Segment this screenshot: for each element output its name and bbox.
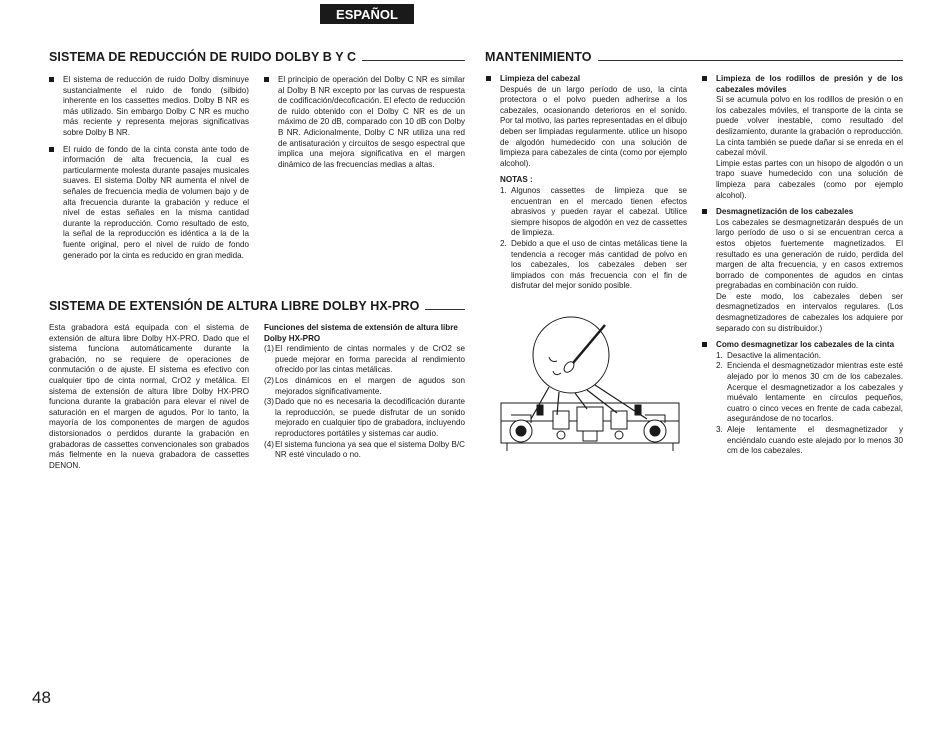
head-cleaning-text: Después de un largo período de uso, la cinta protectora o el polvo pueden adherirse a los cabezales, ocasionando deterioros en el sonido. Por tal motivo, las partes representadas en el dibujo deben ser limpiadas regularmente. utilice un hisopo de algodón humedecido con una solución de limpieza para cabezales de cinta (como por ejemplo alcohol). bbox=[500, 84, 687, 168]
maintenance-section-title bbox=[485, 50, 903, 64]
list-item: 3. Aleje lentamente el desmagnetizador y enciéndalo cuando este alejado por lo menos 30 cm de los cabezales. bbox=[716, 425, 903, 456]
dolby-col-right bbox=[264, 75, 465, 170]
list-item: 1. Algunos cassettes de limpieza que se encuentran en el mercado tienen efectos abrasivos y pueden rayar el cabezal. Utilice siempre hisopos de algodón en vez de cassettes de limpieza. bbox=[500, 185, 687, 238]
dolby-paragraph-1: El sistema de reducción de ruido Dolby disminuye sustancialmente el ruido de fondo (silbido) inherente en los cassettes medios. Dolby B NR es más utilizado. Sin embargo Dolby C NR es mucho más reciente y representa mejoras significativas sobre Dolby B NR. bbox=[49, 75, 249, 139]
list-item: 2. Debido a que el uso de cintas metálicas tiene la tendencia a recoger más cantidad de polvo en los cabezales, los cabezales deben ser limpiados con más frecuencia con el fin de disfrutar del mejor sonido posible. bbox=[500, 238, 687, 291]
demag-text-2: De este modo, los cabezales deben ser desmagnetizados en intervalos regulares. (Los desmagnetizadores de cabezales los adquiere por separado con su distribuidor.) bbox=[716, 291, 903, 333]
hxpro-functions-title: Funciones del sistema de extensión de altura libre Dolby HX-PRO bbox=[264, 323, 458, 343]
list-item: (3) Dado que no es necesaria la decodificación durante la reproducción, se puede disfrutar de un sonido mejorado en cualquier tipo de grabadora, incluyendo reproductores portátiles y sistemas car audio. bbox=[264, 397, 465, 438]
square-bullet-icon bbox=[702, 76, 707, 81]
list-item: (2) Los dinámicos en el margen de agudos son mejorados significativamente. bbox=[264, 375, 465, 396]
hxpro-title-text: SISTEMA DE EXTENSIÓN DE ALTURA LIBRE DOLBY HX-PRO bbox=[49, 299, 420, 313]
demag-text-1: Los cabezales se desmagnetizarán después de un largo período de uso o si se encuentran cerca a estos objetos fuertemente magnetizados. El resultado es una generación de ruido, perdida del margen de alta frecuencia, y en casos extremos borrado de componentes de agudos en cintas pregrabadas en combinación con ruido. bbox=[716, 217, 903, 291]
dolby-title-text: SISTEMA DE REDUCCIÓN DE RUIDO DOLBY B Y C bbox=[49, 50, 357, 64]
square-bullet-icon bbox=[49, 147, 54, 152]
hxpro-functions bbox=[264, 323, 465, 461]
dolby-section-title bbox=[49, 50, 465, 64]
square-bullet-icon bbox=[49, 77, 54, 82]
maintenance-col-right bbox=[702, 74, 903, 457]
hxpro-section-title bbox=[49, 299, 465, 313]
square-bullet-icon bbox=[264, 77, 269, 82]
square-bullet-icon bbox=[486, 76, 491, 81]
title-rule bbox=[425, 309, 465, 310]
list-item: (4) El sistema funciona ya sea que el sistema Dolby B/C NR esté vinculado o no. bbox=[264, 439, 465, 460]
notes-title: NOTAS : bbox=[500, 175, 533, 185]
head-cleaning-block bbox=[486, 74, 687, 292]
language-tab: ESPAÑOL bbox=[320, 4, 414, 24]
title-rule bbox=[362, 60, 465, 61]
list-item: 2. Encienda el desmagnetizador mientras este esté alejado por lo menos 30 cm de los cabezales. Acerque el desmagnetizador a los cabezales y muévalo lentamente en círculos pequeños, cuatro o cinco veces en frente de cada cabezal, asegurándose de no tocarlos. bbox=[716, 361, 903, 424]
list-item: 1. Desactive la alimentación. bbox=[716, 350, 822, 360]
dolby-paragraph-3: El principio de operación del Dolby C NR es similar al Dolby B NR excepto por las curvas de respuesta de codificación/decoficación. El efecto de reducción de ruido obtenido con el Dolby C NR es de un máximo de 20 dB, comparado con 10 dB con Dolby B NR. Adicionalmente, Dolby C NR utiliza una red de antisaturación y circuitos de sesgo espectral que implica una mejora significativa en el margen dinámico de las frecuencias medias a altas. bbox=[264, 75, 465, 170]
demag-title: Desmagnetización de los cabezales bbox=[716, 207, 854, 217]
rollers-text-2: Limpie estas partes con un hisopo de algodón o un trapo suave humedecido con una solución de limpieza para cabezales (como por ejemplo alcohol). bbox=[716, 158, 903, 200]
list-item: (1) El rendimiento de cintas normales y de CrO2 se puede mejorar en forma parecida al rendimiento ofrecido por las cintas metálicas. bbox=[264, 344, 465, 375]
head-cleaning-title: Limpieza del cabezal bbox=[500, 74, 581, 83]
tape-head-cleaning-illustration bbox=[497, 311, 683, 457]
dolby-col-left bbox=[49, 75, 249, 261]
howto-title: Como desmagnetizar los cabezales de la cinta bbox=[716, 340, 895, 350]
square-bullet-icon bbox=[702, 342, 707, 347]
hxpro-intro: Esta grabadora está equipada con el sistema de extensión de altura libre Dolby HX-PRO. Dado que el sistema funciona automáticamente durante la grabación, no se requiere de operaciones de conmutación o de ajuste. El sistema es efectivo con cualquier tipo de cinta normal, CrO2 y metálica. El sistema de extensión de altura libre Dolby HX-PRO funciona durante la grabación para elevar el nivel de saturación en el margen de agudos. Por lo tanto, la mayoría de los componentes de margen de agudos distorsionados o perdidos durante la grabación en grabadoras de cassettes convencionales son grabados más fielmente en la nueva grabadora de cassettes DENON. bbox=[49, 323, 249, 470]
page-number: 48 bbox=[32, 688, 51, 707]
title-rule bbox=[598, 60, 903, 61]
rollers-text-1: Si se acumula polvo en los rodillos de presión o en los cabezales móviles, el transporte de la cinta se puede volver inestable, como resultado del deslizamiento, durante la grabación o reproducción. La cinta también se puede dañar si se enreda en el cabezal móvil. bbox=[716, 95, 903, 158]
rollers-title: Limpieza de los rodillos de presión y de los cabezales móviles bbox=[716, 74, 903, 94]
square-bullet-icon bbox=[702, 209, 707, 214]
maintenance-title-text: MANTENIMIENTO bbox=[485, 50, 592, 64]
dolby-paragraph-2: El ruido de fondo de la cinta consta ante todo de información de alta frecuencia, la cual es particularmente molesta durante pasajes musicales suaves. El sistema Dolby NR aumenta el nivel de señales de frecuencia media de volumen bajo y de alta frecuencia durante la grabación y reduce el nivel de estas señales en la misma cantidad durante la reproducción. Como resultado de esto, la señal de la reproducción es idéntica a la de la fuente original, pero el nivel de ruido de fondo generado por la cinta es reducido en gran medida. bbox=[49, 145, 249, 262]
